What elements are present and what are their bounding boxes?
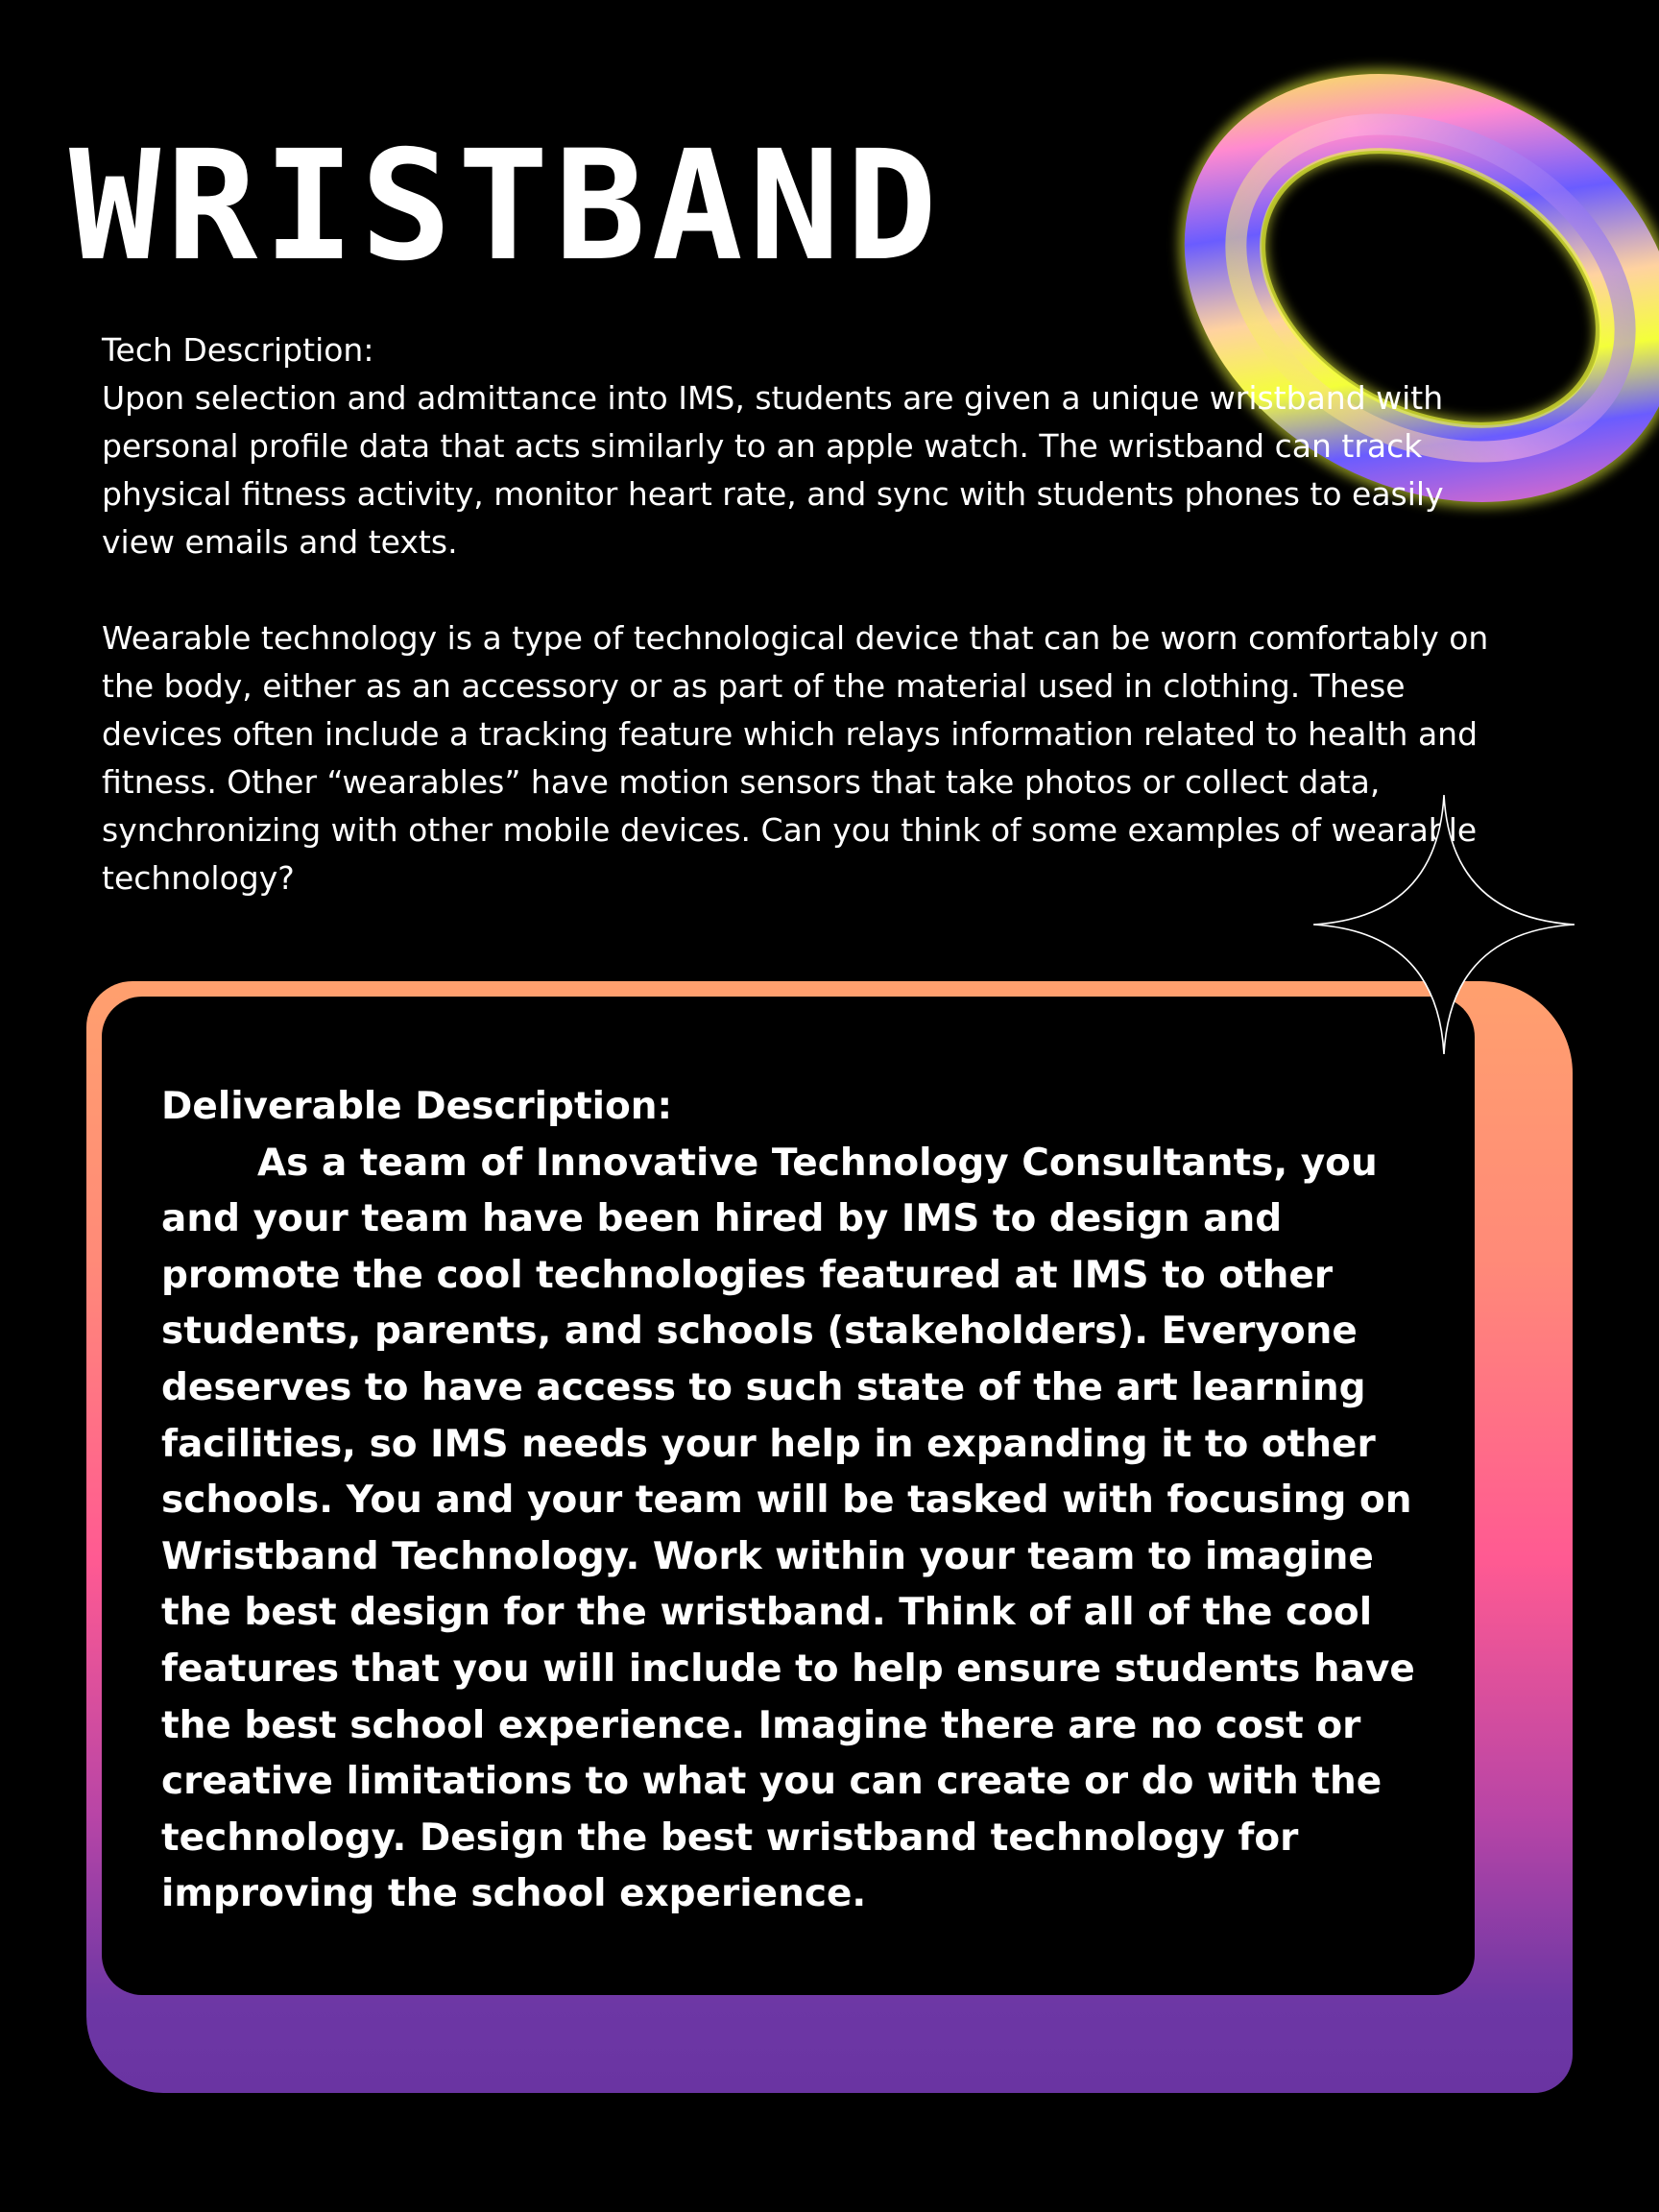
tech-description: [102, 326, 1494, 902]
four-point-star-icon: [1313, 795, 1575, 1054]
deliverable-description-body-wrapper: [161, 1136, 1448, 1923]
tech-description-paragraph-2: Wearable technology is a type of technological device that can be worn comfortably on the body, either as an accessory or as part of the material used in clothing. These devices often include a tracking feature which relays information related to health and fitness. Other “wearables” have motion sensors that take photos or collect data, synchronizing with other mobile devices. Can you think of some examples of wearable technology?: [102, 619, 1489, 897]
deliverable-description-body: As a team of Innovative Technology Consultants, you and your team have been hired by IMS to design and promote the cool technologies featured at IMS to other students, parents, and schools (stakeholders). Everyone deserves to have access to such state of the art learning facilities, so IMS needs your help in expanding it to other schools. You and your team will be tasked with focusing on Wristband Technology. Work within your team to imagine the best design for the wristband. Think of all of the cool features that you will include to help ensure students have the best school experience. Imagine there are no cost or creative limitations to what you can create or do with the technology. Design the best wristband technology for improving the school experience.: [161, 1141, 1415, 1916]
deliverable-description: [161, 1079, 1448, 1923]
deliverable-description-heading: Deliverable Description:: [161, 1085, 673, 1128]
paragraph-spacer: [102, 566, 1494, 614]
tech-description-heading: Tech Description:: [102, 331, 374, 369]
tech-description-paragraph-1: Upon selection and admittance into IMS, students are given a unique wristband with personal profile data that acts similarly to an apple watch. The wristband can track physical fitness activity, monitor heart rate, and sync with students phones to easily view emails and texts.: [102, 379, 1444, 561]
page-title: WRISTBAND: [69, 118, 944, 295]
